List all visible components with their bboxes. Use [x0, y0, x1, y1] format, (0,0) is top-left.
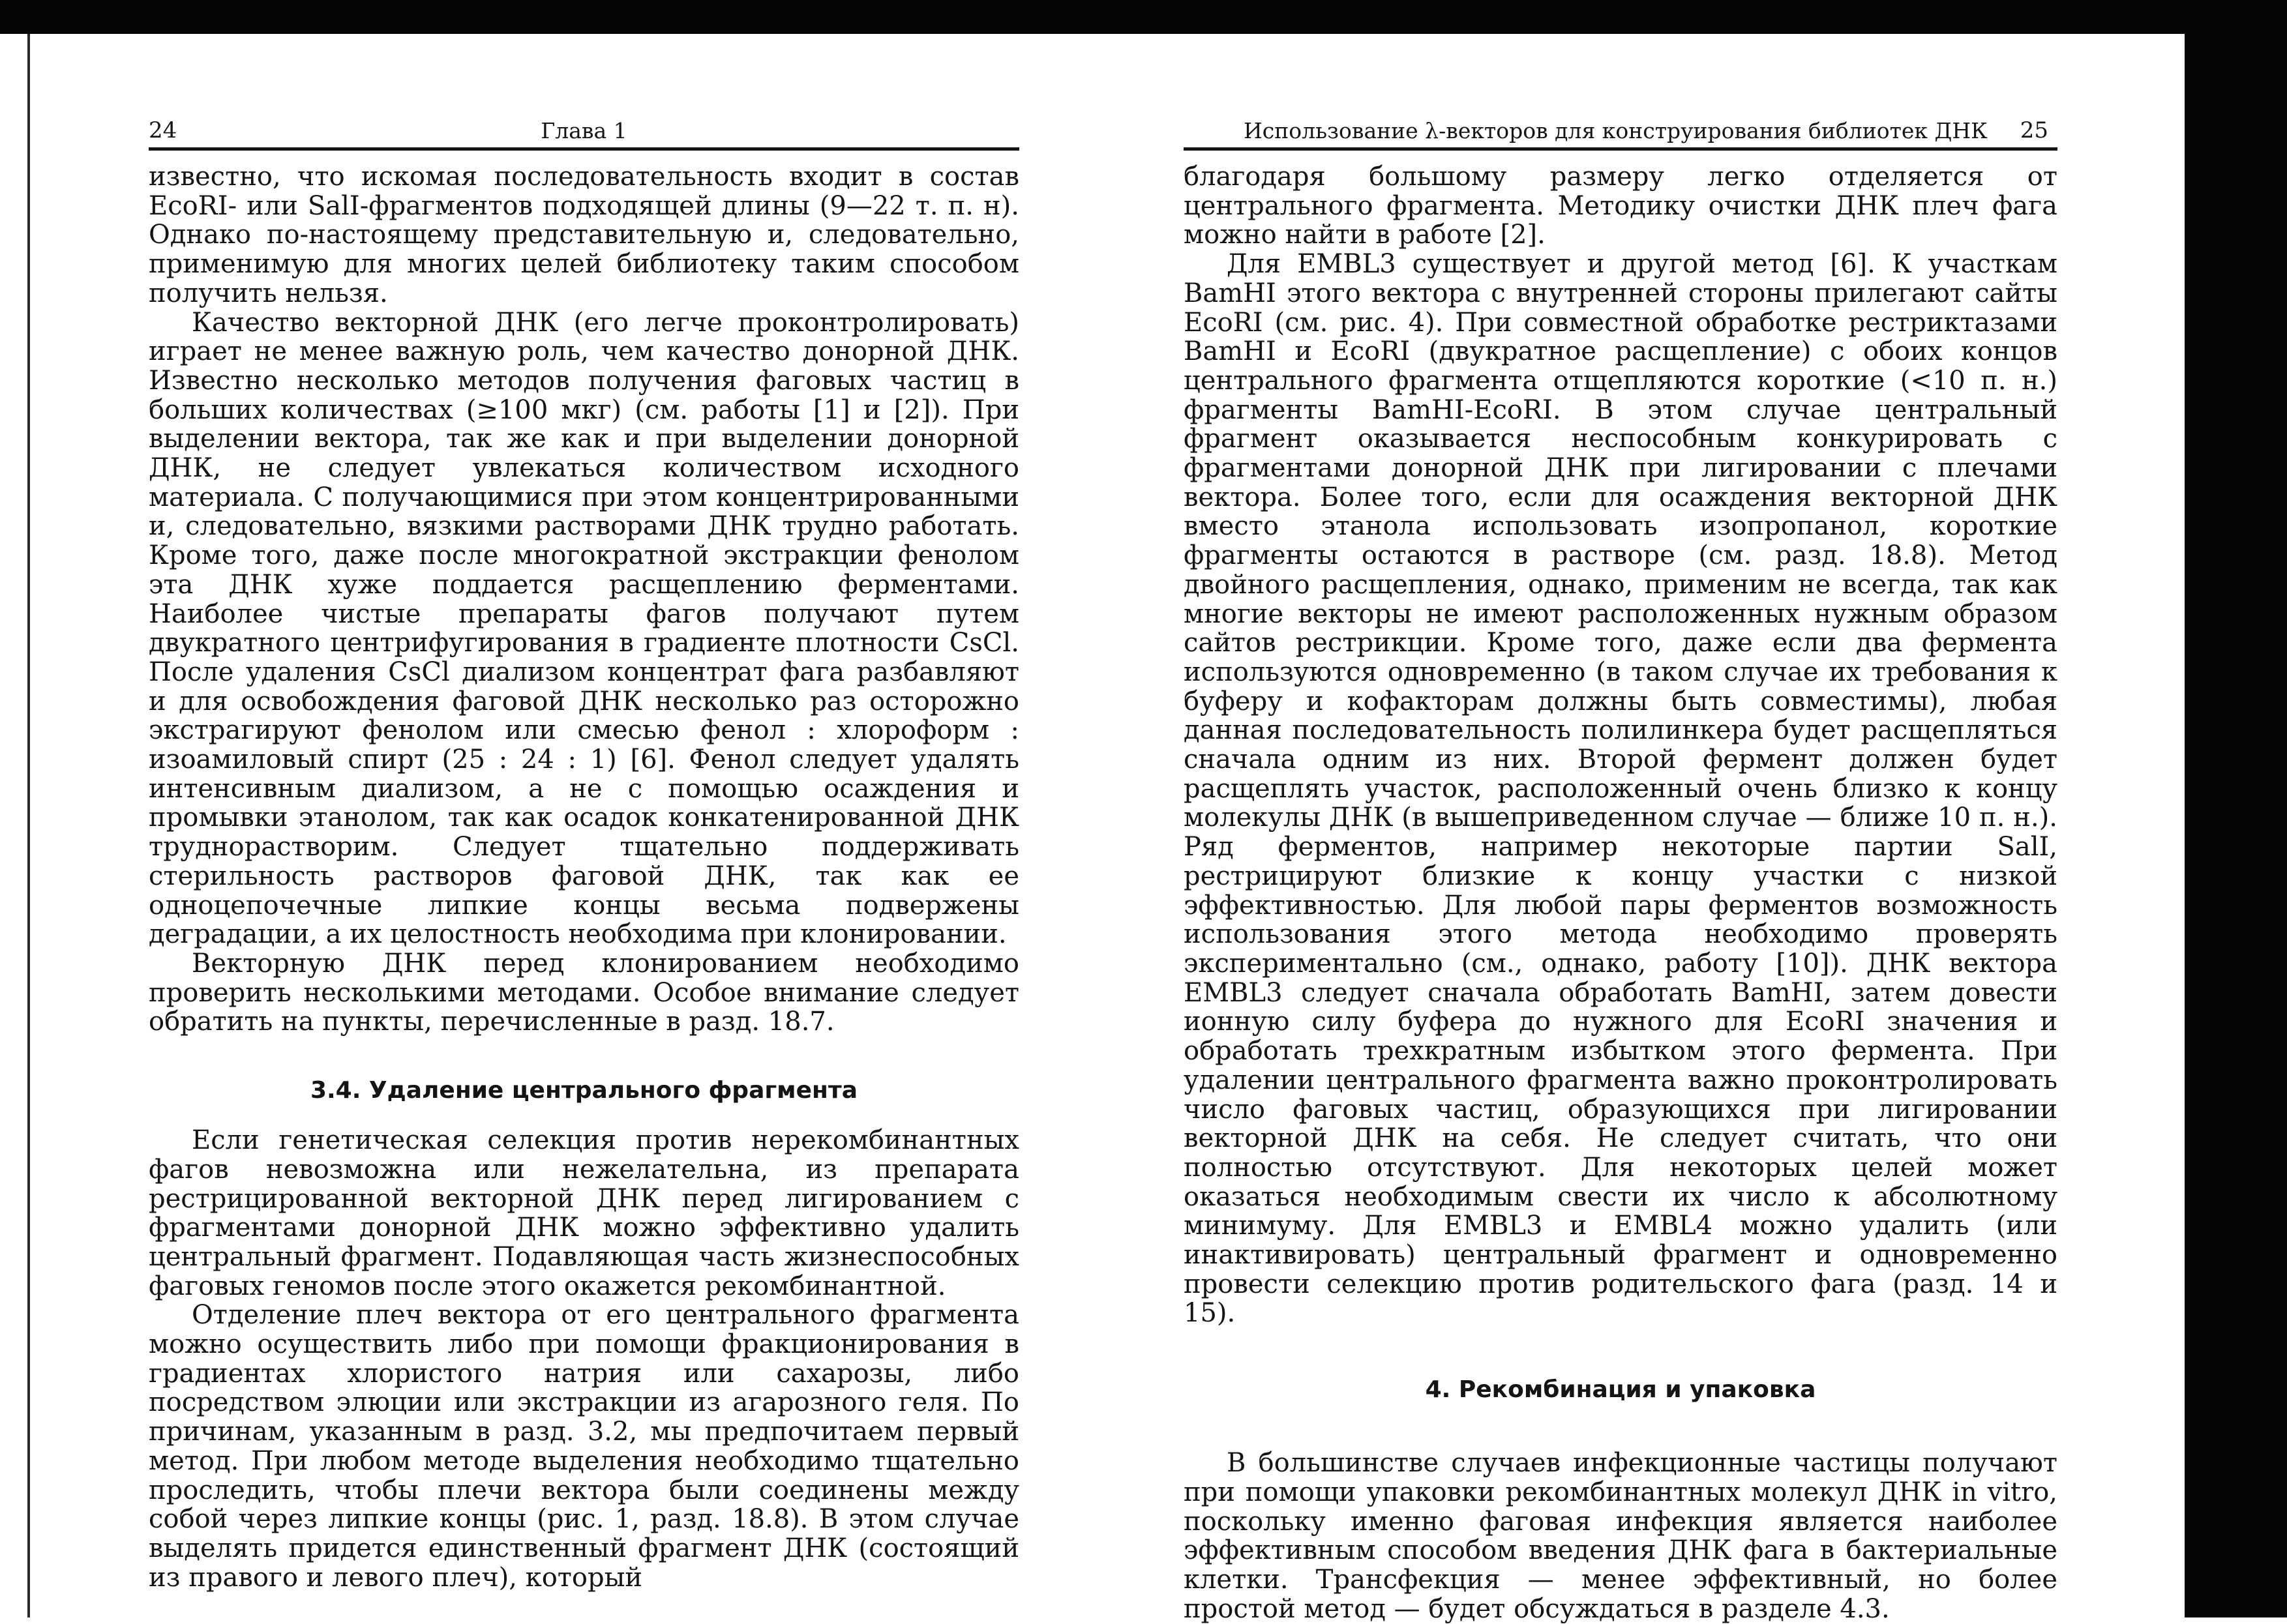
chapter-title: Глава 1	[541, 118, 627, 143]
paragraph: благодаря большому размеру легко отделяется от центрального фрагмента. Методику очистки ДНК плеч фага можно найти в работе [2].	[1184, 162, 2057, 250]
section-heading: 3.4. Удаление центрального фрагмента	[310, 1077, 858, 1104]
scan-top-border	[0, 0, 2287, 34]
page-number: 24	[149, 117, 177, 143]
paragraph: известно, что искомая последовательность входит в состав EcoRI- или SalI-фрагментов подходящей длины (9—22 т. п. н). Однако по-настоящему представительную и, следовательно, применимую для многих целей библиотеку таким способом получить нельзя.	[149, 162, 1019, 308]
book-spine-edge	[27, 34, 30, 1617]
left-page	[149, 111, 1019, 1592]
paragraph: Если генетическая селекция против нерекомбинантных фагов невозможна или нежелательна, из препарата рестрицированной векторной ДНК перед лигированием с фрагментами донорной ДНК можно эффективно удалить центральный фрагмент. Подавляющая часть жизнеспособных фаговых геномов после этого окажется рекомбинантной.	[149, 1125, 1019, 1301]
right-page	[1184, 111, 2057, 1623]
chapter-title: Использование λ-векторов для конструирования библиотек ДНК	[1244, 118, 1988, 143]
page-number: 25	[2020, 117, 2048, 143]
scan-right-border	[2185, 0, 2287, 1617]
paragraph: В большинстве случаев инфекционные частицы получают при помощи упаковки рекомбинантных молекул ДНК in vitro, поскольку именно фаговая инфекция является наиболее эффективным способом введения ДНК фага в бактериальные клетки. Трансфекция — менее эффективный, но более простой метод — будет обсуждаться в разделе 4.3.	[1184, 1448, 2057, 1624]
section-heading: 4. Рекомбинация и упаковка	[1425, 1376, 1816, 1404]
paragraph: Отделение плеч вектора от его центрального фрагмента можно осуществить либо при помощи фракционирования в градиентах хлористого натрия или сахарозы, либо посредством элюции или экстракции из агарозного геля. По причинам, указанным в разд. 3.2, мы предпочитаем первый метод. При любом методе выделения необходимо тщательно проследить, чтобы плечи вектора были соединены между собой через липкие концы (рис. 1, разд. 18.8). В этом случае выделять придется единственный фрагмент ДНК (состоящий из правого и левого плеч), который	[149, 1300, 1019, 1593]
paragraph: Для EMBL3 существует и другой метод [6]. К участкам BamHI этого вектора с внутренней стороны прилегают сайты EcoRI (см. рис. 4). При совместной обработке рестриктазами BamHI и EcoRI (двукратное расщепление) с обоих концов центрального фрагмента отщепляются короткие (<10 п. н.) фрагменты BamHI-EcoRI. В этом случае центральный фрагмент оказывается неспособным конкурировать с фрагментами донорной ДНК при лигировании с плечами вектора. Более того, если для осаждения векторной ДНК вместо этанола использовать изопропанол, короткие фрагменты остаются в растворе (см. разд. 18.8). Метод двойного расщепления, однако, применим не всегда, так как многие векторы не имеют расположенных нужным образом сайтов рестрикции. Кроме того, даже если два фермента используются одновременно (в таком случае их требования к буферу и кофакторам должны быть совместимы), любая данная последовательность полилинкера будет расщепляться сначала одним из них. Второй фермент должен будет расщеплять участок, расположенный очень близко к концу молекулы ДНК (в вышеприведенном случае — ближе 10 п. н.). Ряд ферментов, например некоторые партии SalI, рестрицируют близкие к концу участки с низкой эффективностью. Для любой пары ферментов возможность использования этого метода необходимо проверять экспериментально (см., однако, работу [10]). ДНК вектора EMBL3 следует сначала обработать BamHI, затем довести ионную силу буфера до нужного для EcoRI значения и обработать трехкратным избытком этого фермента. При удалении центрального фрагмента важно проконтролировать число фаговых частиц, образующихся при лигировании векторной ДНК на себя. Не следует считать, что они полностью отсутствуют. Для некоторых целей может оказаться необходимым свести их число к абсолютному минимуму. Для EMBL3 и EMBL4 можно удалить (или инактивировать) центральный фрагмент и одновременно провести селекцию против родительского фага (разд. 14 и 15).	[1184, 249, 2057, 1329]
paragraph: Качество векторной ДНК (его легче проконтролировать) играет не менее важную роль, чем качество донорной ДНК. Известно несколько методов получения фаговых частиц в больших количествах (≥100 мкг) (см. работы [1] и [2]). При выделении вектора, так же как и при выделении донорной ДНК, не следует увлекаться количеством исходного материала. С получающимися при этом концентрированными и, следовательно, вязкими растворами ДНК трудно работать. Кроме того, даже после многократной экстракции фенолом эта ДНК хуже поддается расщеплению ферментами. Наиболее чистые препараты фагов получают путем двукратного центрифугирования в градиенте плотности CsCl. После удаления CsCl диализом концентрат фага разбавляют и для освобождения фаговой ДНК несколько раз осторожно экстрагируют фенолом или смесью фенол : хлороформ : изоамиловый спирт (25 : 24 : 1) [6]. Фенол следует удалять интенсивным диализом, а не с помощью осаждения и промывки этанолом, так как осадок конкатенированной ДНК труднорастворим. Следует тщательно поддерживать стерильность растворов фаговой ДНК, так как ее одноцепочечные липкие концы весьма подвержены деградации, а их целостность необходима при клонировании.	[149, 307, 1019, 950]
paragraph: Векторную ДНК перед клонированием необходимо проверить несколькими методами. Особое внимание следует обратить на пункты, перечисленные в разд. 18.7.	[149, 948, 1019, 1037]
running-head-left	[149, 111, 1019, 151]
running-head-right	[1184, 111, 2057, 151]
body-text-right	[1184, 162, 2057, 1623]
body-text-left	[149, 162, 1019, 1592]
